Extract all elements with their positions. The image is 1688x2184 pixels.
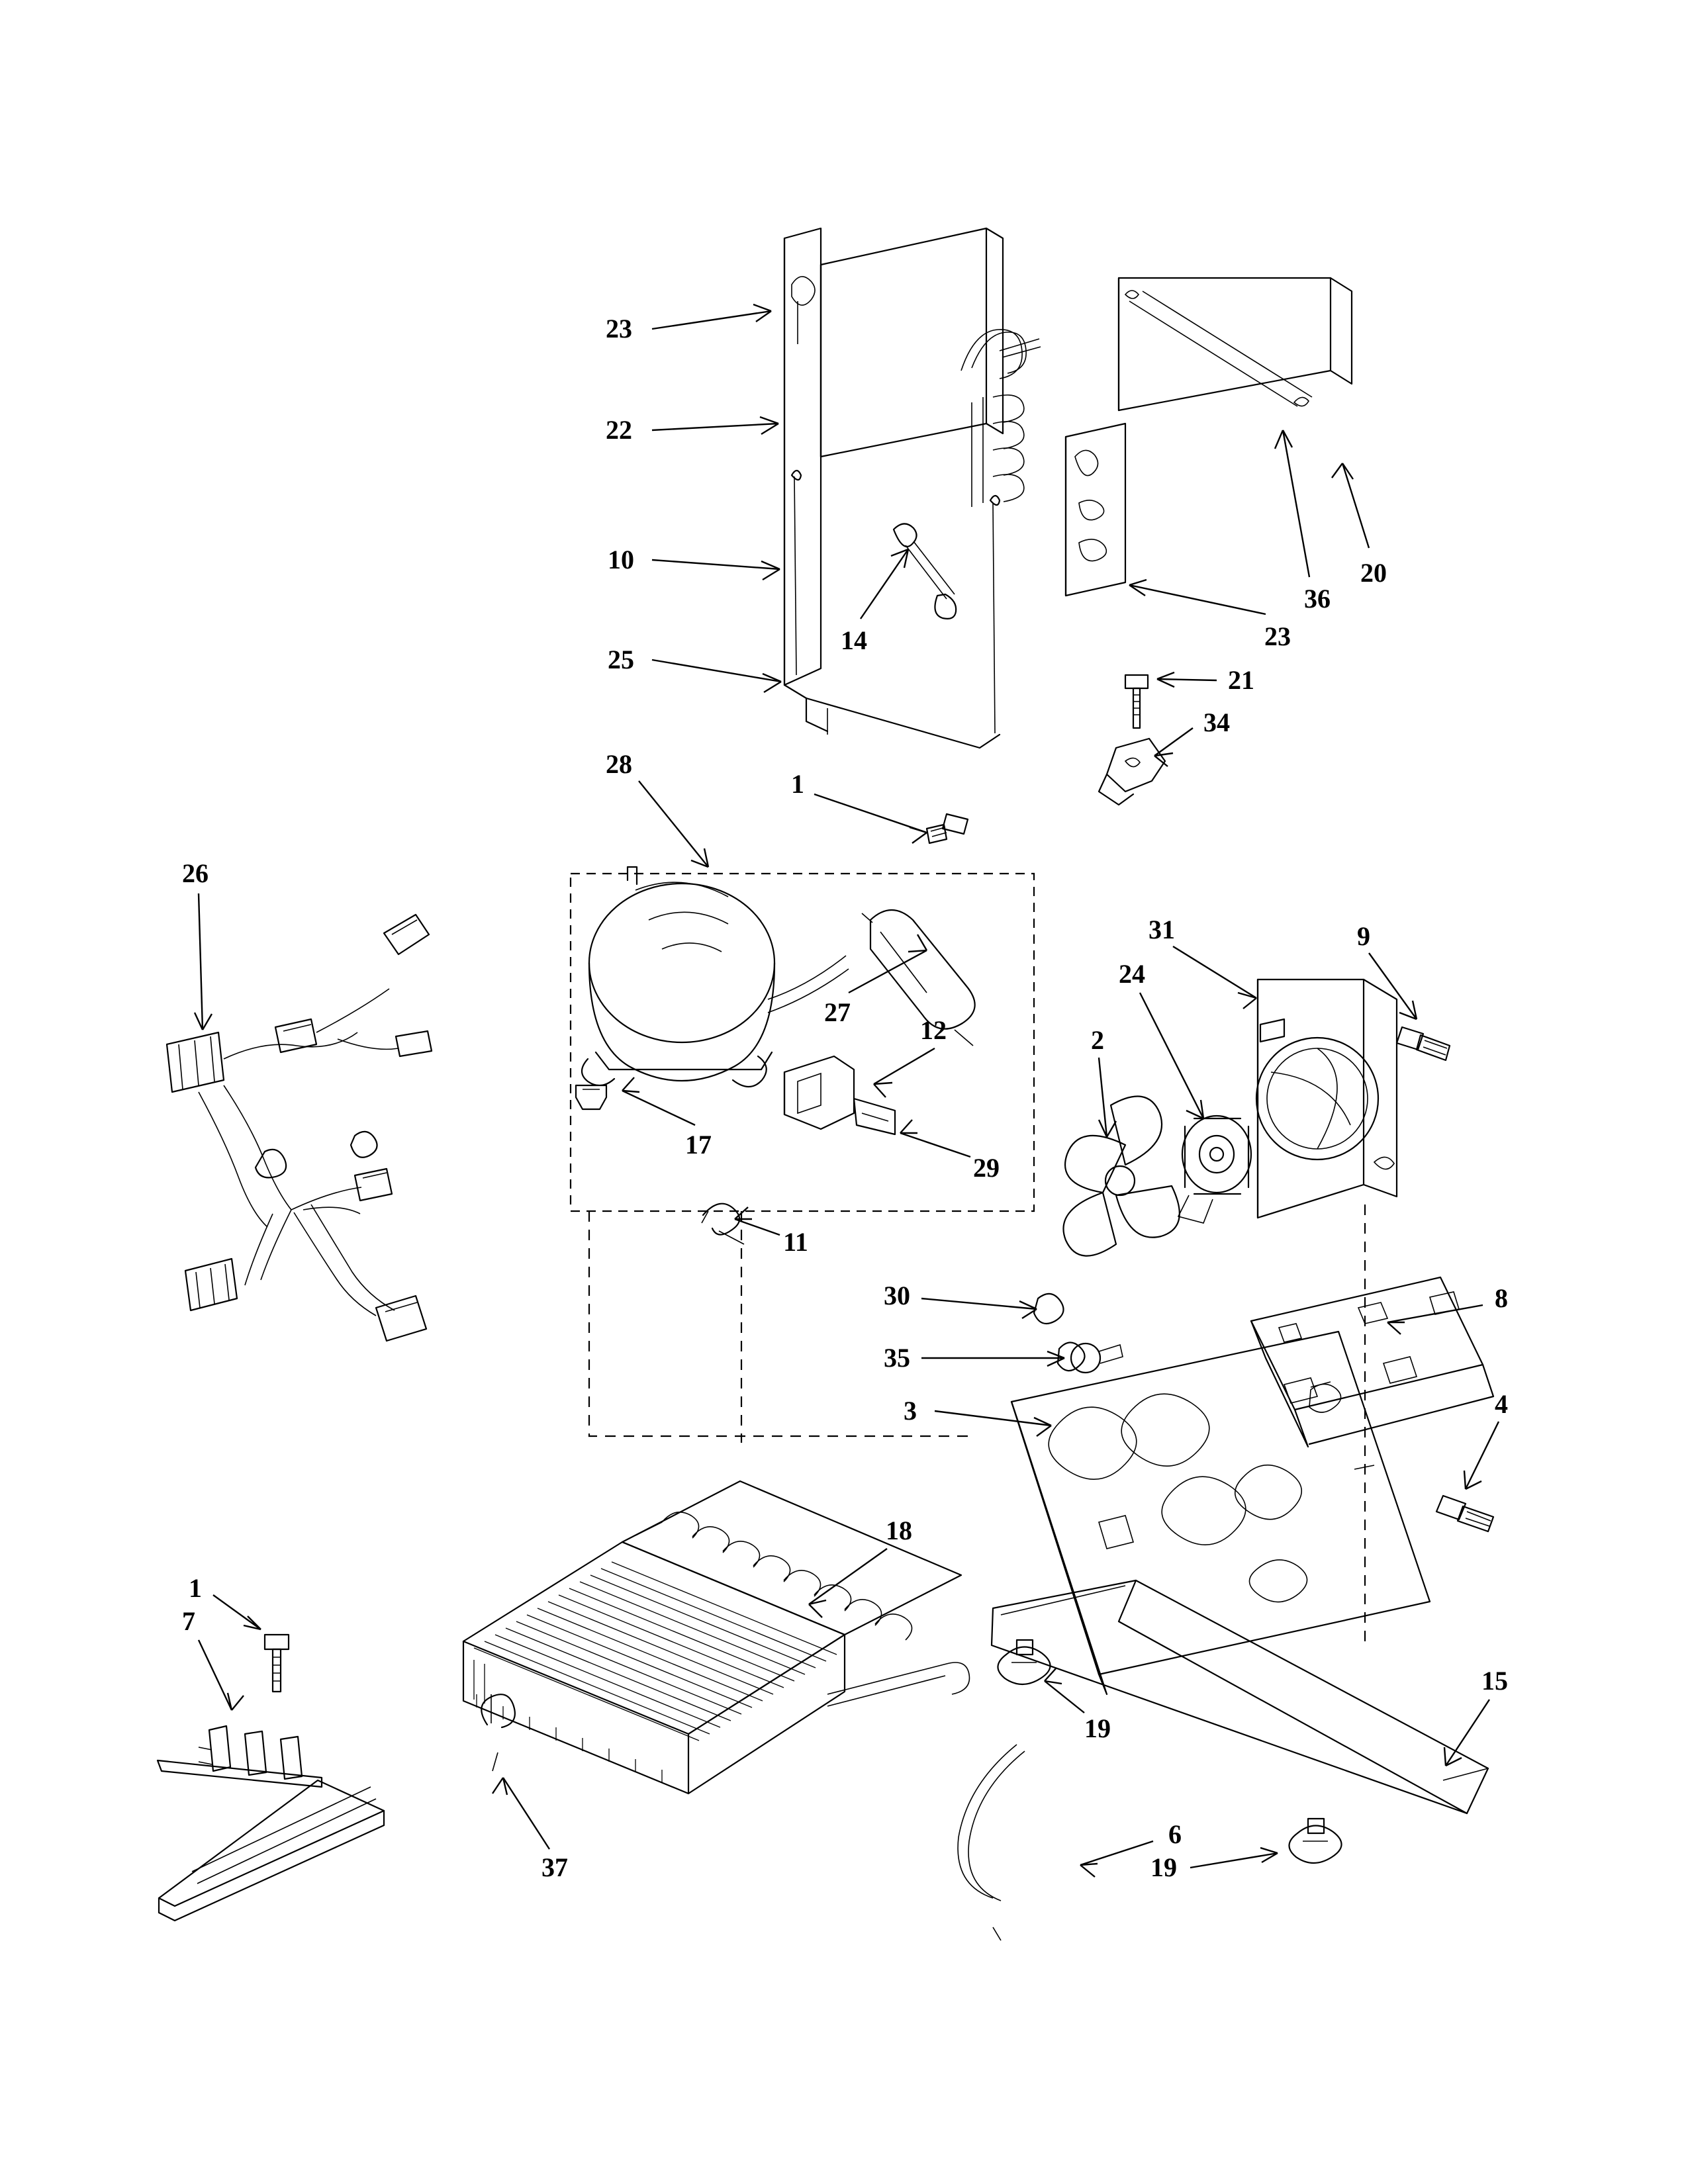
callout-23-right: 23 — [1264, 621, 1291, 651]
callout-11: 11 — [783, 1227, 808, 1257]
callout-1-bottom: 1 — [189, 1573, 202, 1603]
callout-12: 12 — [920, 1015, 947, 1045]
callout-29: 29 — [973, 1153, 1000, 1183]
callout-27: 27 — [824, 997, 851, 1027]
callout-4: 4 — [1495, 1389, 1508, 1419]
callout-20: 20 — [1360, 558, 1387, 588]
small-hardware — [1034, 1294, 1123, 1373]
callout-15: 15 — [1481, 1666, 1508, 1696]
callout-30: 30 — [884, 1281, 910, 1310]
callout-1-top: 1 — [791, 769, 804, 799]
callout-6: 6 — [1168, 1819, 1182, 1849]
callout-21: 21 — [1228, 665, 1254, 695]
callout-7: 7 — [182, 1606, 195, 1636]
cover-pan-8 — [1251, 1277, 1493, 1447]
callout-35: 35 — [884, 1343, 910, 1373]
callout-34: 34 — [1203, 707, 1230, 737]
screw-4 — [1436, 1496, 1493, 1531]
callout-19-lower: 19 — [1150, 1852, 1177, 1882]
callout-8: 8 — [1495, 1283, 1508, 1313]
callout-17: 17 — [685, 1130, 712, 1160]
callout-22: 22 — [606, 415, 632, 445]
upper-right-shroud — [1066, 278, 1352, 596]
callout-24: 24 — [1119, 959, 1145, 989]
callout-14: 14 — [841, 625, 867, 655]
rear-panel-15 — [958, 1580, 1488, 1940]
leader-lines — [195, 304, 1499, 1877]
callout-28: 28 — [606, 749, 632, 779]
callout-19-upper: 19 — [1084, 1713, 1111, 1743]
callout-36: 36 — [1304, 584, 1331, 614]
evaporator-assembly — [784, 228, 1041, 748]
callout-26: 26 — [182, 858, 209, 888]
callout-18: 18 — [886, 1516, 912, 1545]
callout-25: 25 — [608, 645, 634, 674]
rail-assembly-7 — [158, 1635, 384, 1921]
condenser-fan-group — [1063, 979, 1450, 1256]
callout-23-top: 23 — [606, 314, 632, 343]
chassis-base — [1011, 1332, 1430, 1694]
callout-2: 2 — [1091, 1025, 1104, 1055]
screw-and-bracket — [1099, 675, 1165, 805]
wiring-harness — [167, 915, 432, 1341]
compressor-group — [571, 814, 1034, 1211]
callout-31: 31 — [1149, 915, 1175, 944]
callout-3: 3 — [904, 1396, 917, 1426]
clip-11 — [702, 1204, 744, 1244]
callout-10: 10 — [608, 545, 634, 574]
callout-9: 9 — [1357, 921, 1370, 951]
callout-37: 37 — [541, 1852, 568, 1882]
